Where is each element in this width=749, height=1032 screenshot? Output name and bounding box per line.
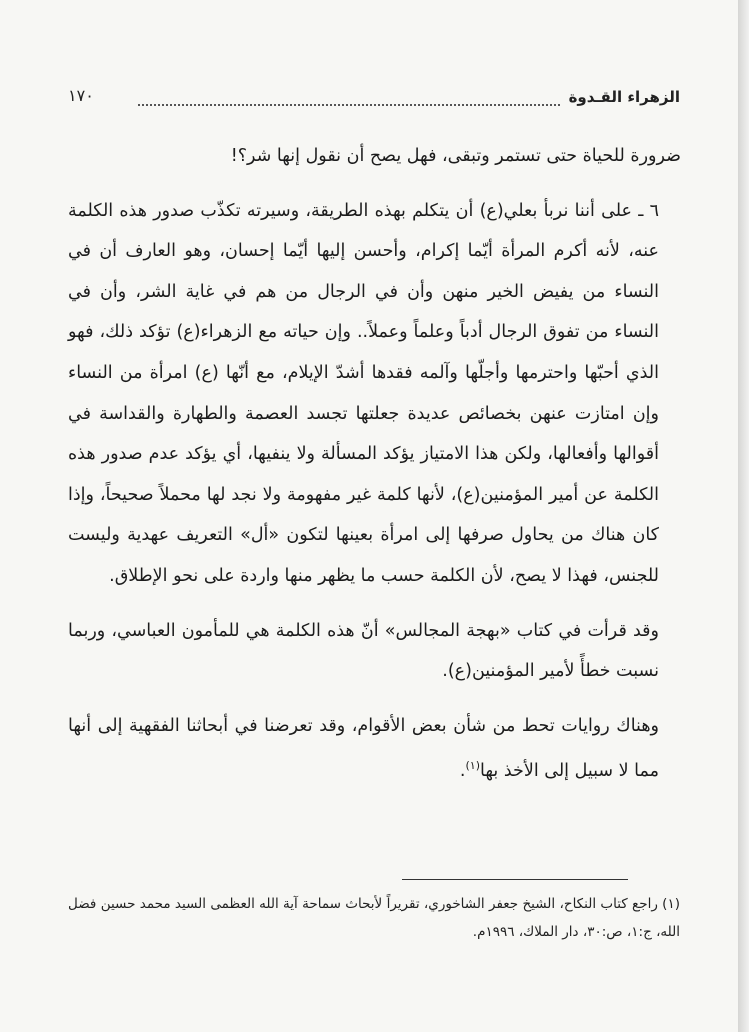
- paragraph-2: ٦ ـ على أننا نربأ بعلي(ع) أن يتكلم بهذه الطريقة، وسيرته تكذّب صدور هذه الكلمة عنه، لأنه أكرم المرأة أيّما إكرام، وأحسن إليها أيّما إحسان، وهو العارف أن في النساء من يفيض الخير منهن وأن في الرجال من هم في غاية الشر، وأن في النساء من تفوق الرجال أدباً وعلماً وعملاً.. وإن حياته مع الزهراء(ع) تؤكد ذلك، فهو الذي أحبّها واحترمها وأجلّها وآلمه فقدها أشدّ الإيلام، مع أنّها (ع) امرأة من النساء وإن امتازت عنهن بخصائص عديدة جعلتها تجسد العصمة والطهارة والقداسة في أقوالها وأفعالها، ولكن هذا الامتياز يؤكد المسألة ولا ينفيها، أي يؤكد عدم صدور هذه الكلمة عن أمير المؤمنين(ع)، لأنها كلمة غير مفهومة ولا نجد لها محملاً صحيحاً، وإذا كان هناك من يحاول صرفها إلى امرأة بعينها لتكون «أل» التعريف عهدية وليست للجنس، فهذا لا يصح، لأن الكلمة حسب ما يظهر منها واردة على نحو الإطلاق.: [68, 200, 659, 586]
- page-number: ١٧٠: [68, 86, 94, 105]
- running-header: [68, 84, 680, 114]
- page-edge-shadow: [738, 0, 749, 1032]
- body-text: [68, 136, 681, 792]
- header-leader-dots: [138, 104, 560, 106]
- paragraph-4-text: وهناك روايات تحط من شأن بعض الأقوام، وقد تعرضنا في أبحاثنا الفقهية إلى أنها مما لا سبيل إلى الأخذ بها: [68, 715, 659, 782]
- footnote-separator: [402, 879, 628, 880]
- paragraph-3: وقد قرأت في كتاب «بهجة المجالس» أنّ هذه الكلمة هي للمأمون العباسي، وربما نسبت خطأً لأمير المؤمنين(ع).: [68, 620, 659, 682]
- footnote-reference: (١): [465, 759, 480, 773]
- paragraph-1: ضرورة للحياة حتى تستمر وتبقى، فهل يصح أن نقول إنها شر؟!: [230, 146, 681, 166]
- paragraph-4: وهناك روايات تحط من شأن بعض الأقوام، وقد تعرضنا في أبحاثنا الفقهية إلى أنها مما لا سبيل إلى الأخذ بها$^{(١)}$.: [68, 715, 659, 782]
- footnote: (١) راجع كتاب النكاح، الشيخ جعفر الشاخوري، تقريراً لأبحاث سماحة آية الله العظمى السيد محمد حسين فضل الله، ج:١، ص:٣٠، دار الملاك، ١٩٩٦م.: [68, 896, 680, 940]
- book-title: الزهراء القـدوة: [568, 88, 680, 106]
